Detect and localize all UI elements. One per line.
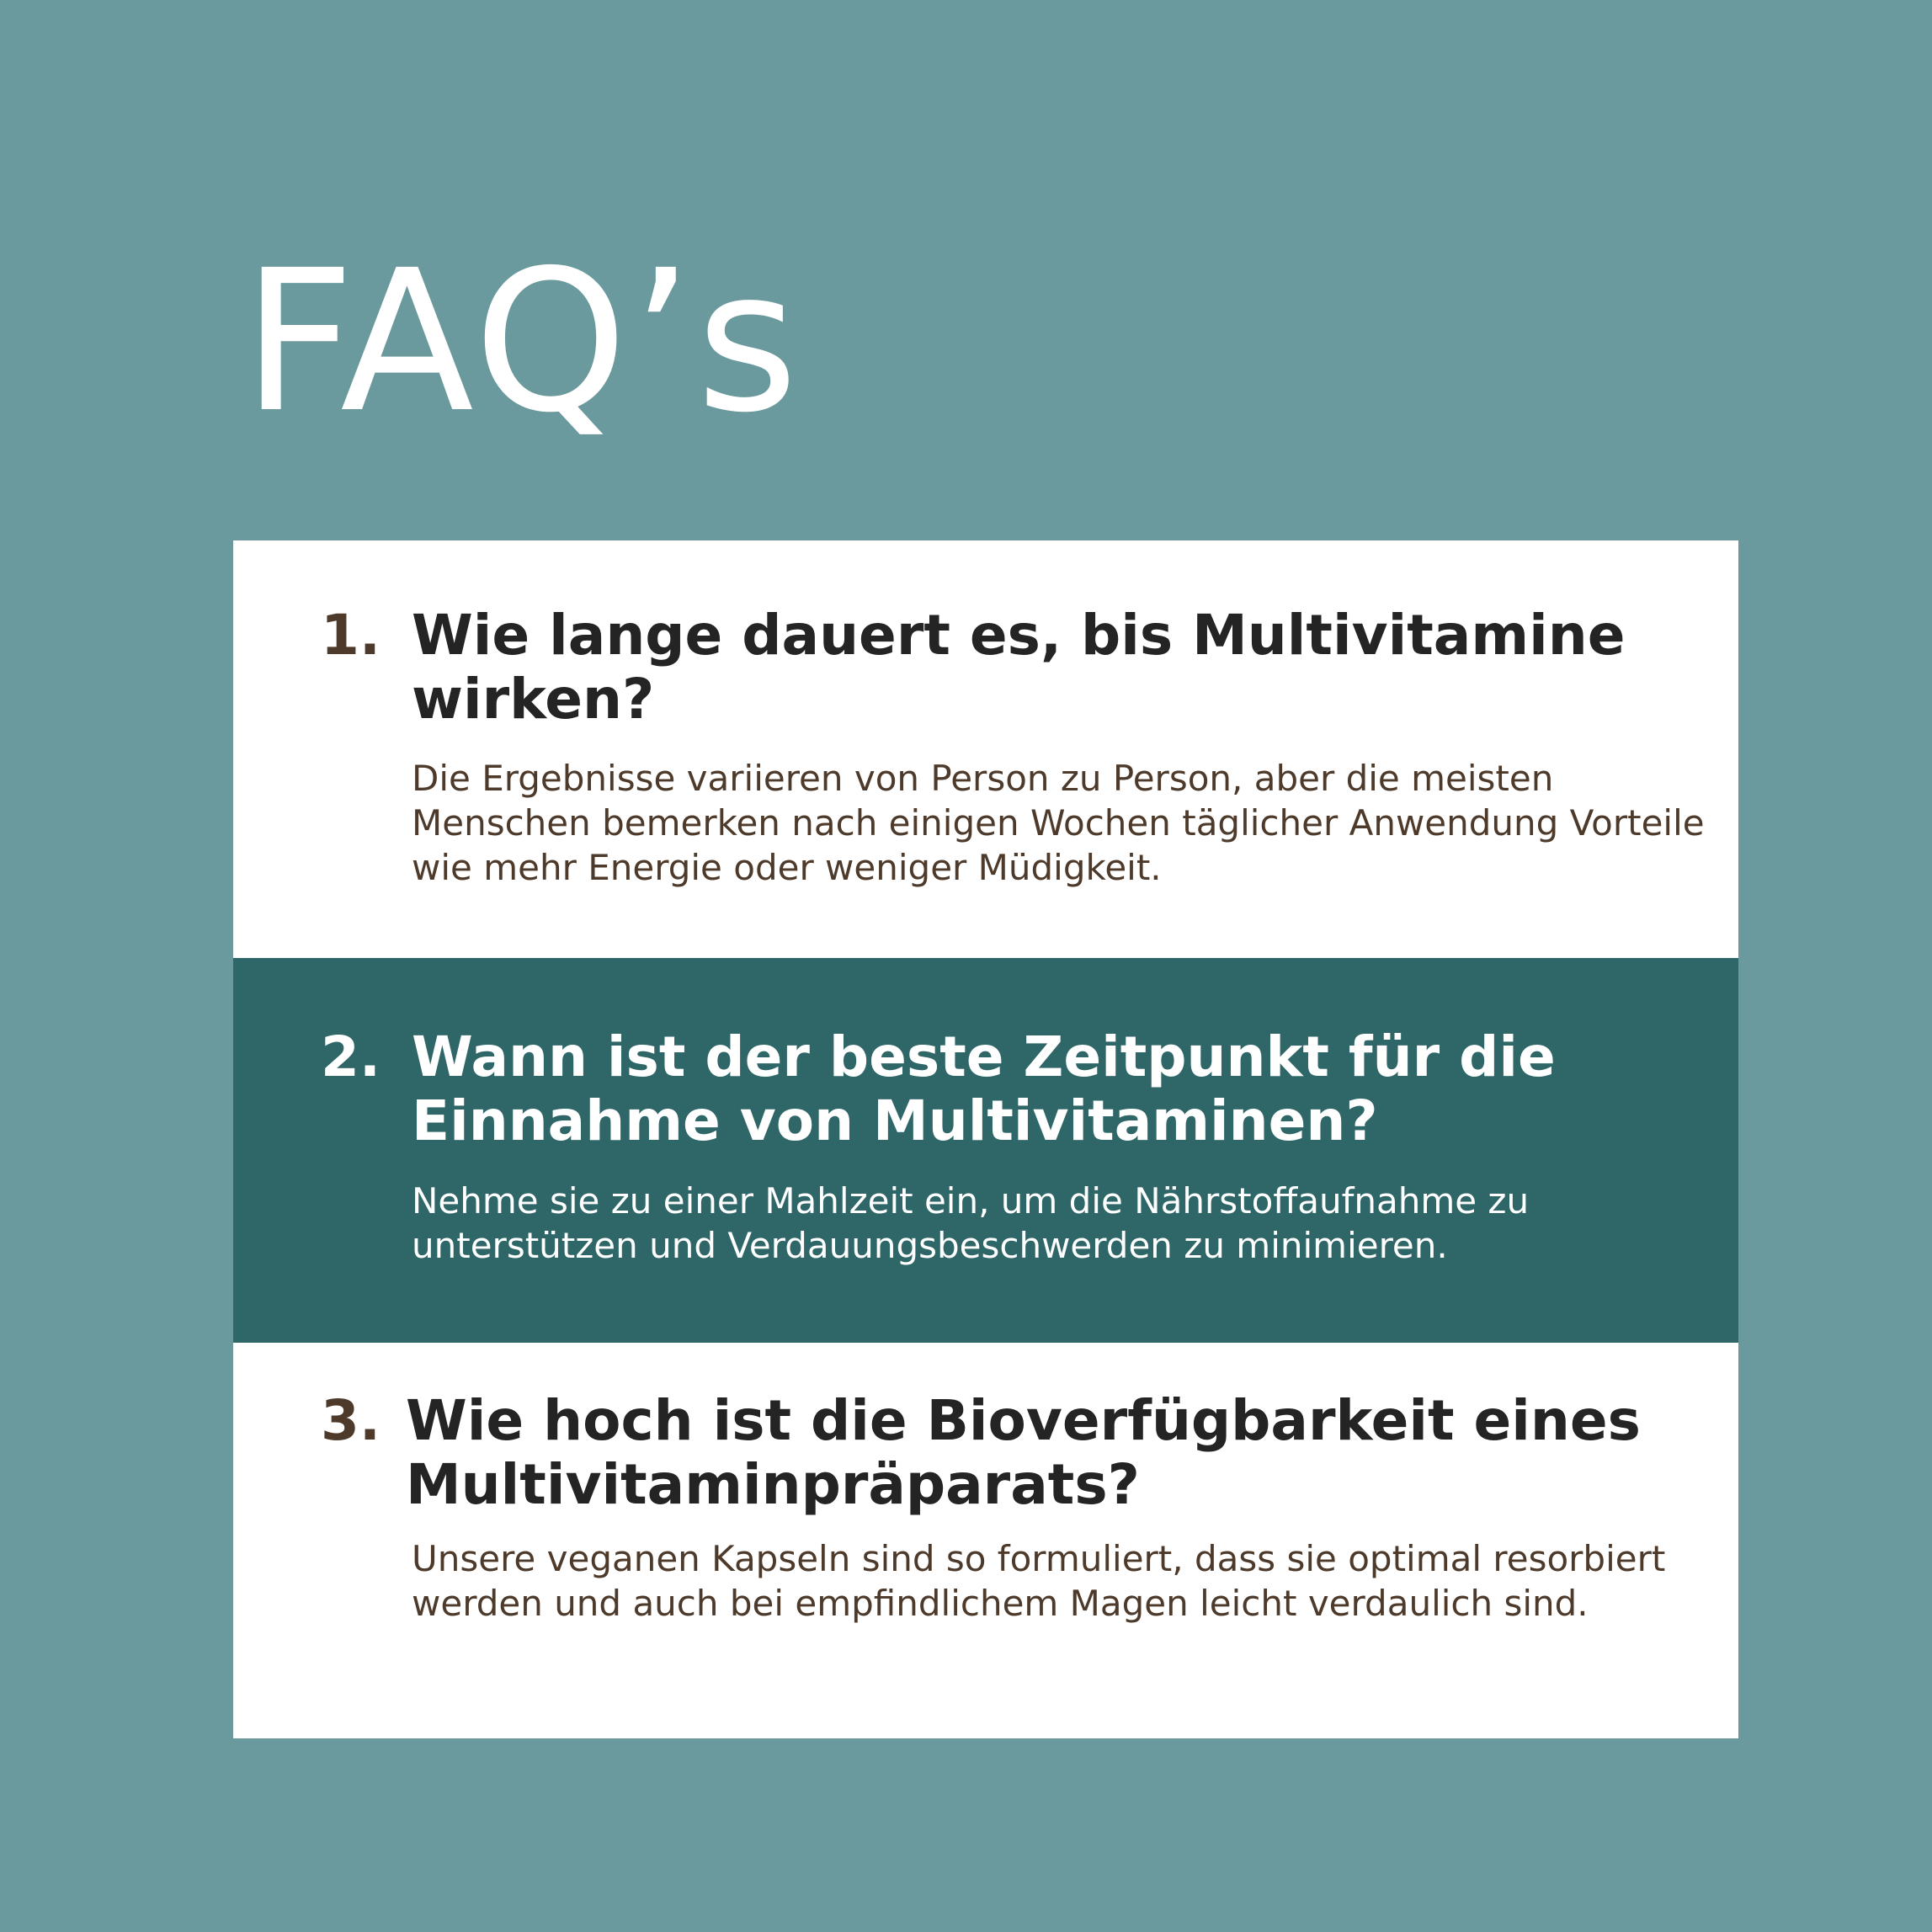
faq-item-3 <box>233 1343 1738 1738</box>
faq-item-2 <box>233 958 1738 1343</box>
page-title: FAQ’s <box>242 228 802 455</box>
faq-question: Wie lange dauert es, bis Multivitamine wirken? <box>412 603 1626 732</box>
faq-answer: Unsere veganen Kapseln sind so formuliert, dass sie optimal resorbiert werden und auch bei empfindlichem Magen leicht verdaulich sind. <box>412 1538 1666 1624</box>
faq-number: 1. <box>321 603 381 668</box>
faq-number: 2. <box>321 1025 381 1089</box>
faq-number: 3. <box>321 1388 381 1453</box>
faq-answer: Nehme sie zu einer Mahlzeit ein, um die Nährstoffaufnahme zu unterstützen und Verdauungsbeschwerden zu minimieren. <box>412 1180 1530 1266</box>
faq-question: Wie hoch ist die Bioverfügbarkeit eines Multivitaminpräparats? <box>406 1388 1641 1517</box>
faq-question: Wann ist der beste Zeitpunkt für die Einnahme von Multivitaminen? <box>412 1025 1556 1153</box>
faq-answer: Die Ergebnisse variieren von Person zu Person, aber die meisten Menschen bemerken nach einigen Wochen täglicher Anwendung Vorteile wie mehr Energie oder weniger Müdigkeit. <box>412 758 1705 888</box>
faq-item-1 <box>233 540 1738 958</box>
